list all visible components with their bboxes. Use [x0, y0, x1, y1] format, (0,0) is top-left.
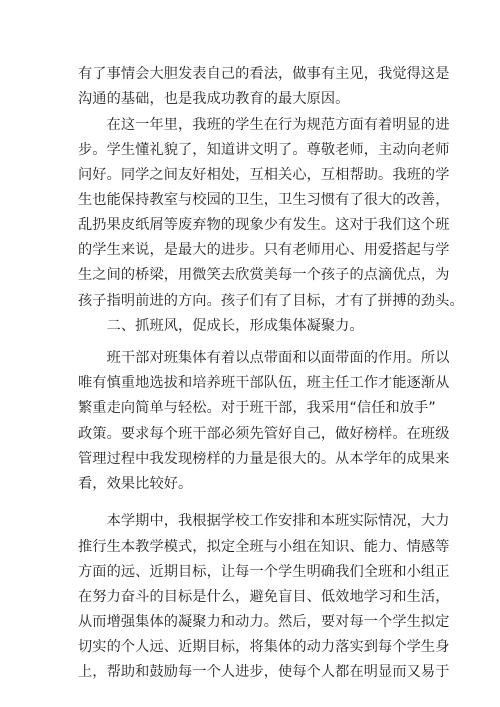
- text-line: 管理过程中我发现榜样的力量是很大的。从本学年的成果来: [78, 451, 450, 467]
- text-line: 的学生来说，是最大的进步。只有老师用心、用爱搭起与学: [78, 242, 450, 258]
- text-line: 从而增强集体的凝聚力和动力。然后，要对每一个学生拟定: [78, 614, 450, 630]
- text-line: 有了事情会大胆发表自己的看法，做事有主见，我觉得这是: [78, 66, 450, 82]
- text-line: 在努力奋斗的目标是什么，避免盲目、低效地学习和生活，: [78, 589, 450, 605]
- section-heading: 二、抓班风，促成长，形成集体凝聚力。: [78, 318, 364, 334]
- text-line: 孩子指明前进的方向。孩子们有了目标，才有了拼搏的劲头。: [78, 293, 464, 309]
- text-line: 生也能保持教室与校园的卫生，卫生习惯有了很大的改善，: [78, 192, 450, 208]
- text-line: 方面的远、近期目标，让每一个学生明确我们全班和小组正: [78, 564, 450, 580]
- text-line: 乱扔果皮纸屑等废弃物的现象少有发生。这对于我们这个班: [78, 217, 450, 233]
- text-line: 唯有慎重地选拔和培养班干部队伍，班主任工作才能逐渐从: [78, 375, 450, 391]
- text-line: 步。学生懂礼貌了，知道讲文明了。尊敬老师，主动向老师: [78, 142, 450, 158]
- text-line: 推行生本教学模式，拟定全班与小组在知识、能力、情感等: [78, 539, 450, 555]
- text-line: 看，效果比较好。: [78, 476, 193, 492]
- text-line: 沟通的基础，也是我成功教育的最大原因。: [78, 91, 350, 107]
- text-line: 本学期中，我根据学校工作安排和本班实际情况，大力: [78, 513, 450, 529]
- text-line: 政策。要求每个班干部必须先管好自己，做好榜样。在班级: [78, 426, 450, 442]
- text-line: 班干部对班集体有着以点带面和以面带面的作用。所以: [78, 350, 450, 366]
- text-line: 上，帮助和鼓励每一个人进步，使每个人都在明显而又易于: [78, 664, 450, 680]
- text-line: 在这一年里，我班的学生在行为规范方面有着明显的进: [78, 117, 450, 133]
- text-line: 问好。同学之间友好相处，互相关心，互相帮助。我班的学: [78, 167, 450, 183]
- text-line: 繁重走向简单与轻松。对于班干部，我采用“信任和放手”: [78, 400, 436, 416]
- text-line: 生之间的桥梁，用微笑去欣赏美每一个孩子的点滴优点，为: [78, 267, 450, 283]
- text-line: 切实的个人远、近期目标，将集体的动力落实到每个学生身: [78, 639, 450, 655]
